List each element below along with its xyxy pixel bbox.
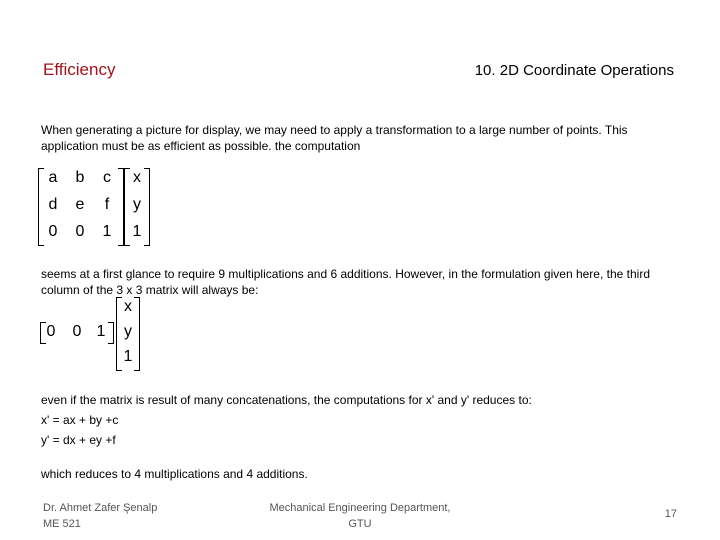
section-title: 10. 2D Coordinate Operations <box>474 62 674 79</box>
matrix-equation-2 <box>38 297 148 371</box>
department-line-2: GTU <box>348 518 372 530</box>
matrix-cell: d <box>48 196 58 213</box>
vector-cell: y <box>133 196 141 213</box>
vector-cell: y <box>124 323 132 340</box>
matrix-cell: a <box>48 169 58 186</box>
matrix-equation-1 <box>38 168 168 246</box>
row-cell: 0 <box>46 323 56 340</box>
course-code: ME 521 <box>43 518 81 530</box>
matrix-cell: b <box>75 169 85 186</box>
paragraph-intro: When generating a picture for display, we may need to apply a transformation to a large number of points. This application must be as efficient as possible. the computation <box>41 123 628 153</box>
matrix-cell: 0 <box>75 223 85 240</box>
row-cell: 1 <box>96 323 106 340</box>
matrix-cell: 0 <box>48 223 58 240</box>
page-number: 17 <box>664 508 677 520</box>
footer-author <box>43 500 157 532</box>
matrix-cell: c <box>103 169 111 186</box>
matrix-cell: e <box>75 196 85 213</box>
paragraph-reduction <box>41 392 681 448</box>
equation-y: y' = dx + ey +f <box>41 433 116 447</box>
row-cell: 0 <box>72 323 82 340</box>
vector-cell: 1 <box>132 223 142 240</box>
matrix-cell: 1 <box>102 223 112 240</box>
paragraph-third-column: seems at a first glance to require 9 multiplications and 6 additions. However, in the formulation given here, the third column of the 3 x 3 matrix will always be: <box>41 267 650 297</box>
vector-cell: 1 <box>123 348 133 365</box>
department-line-1: Mechanical Engineering Department, <box>269 502 451 514</box>
vector-cell: x <box>133 169 141 186</box>
slide-title: Efficiency <box>43 60 116 79</box>
matrix-cell: f <box>104 196 110 213</box>
author-name: Dr. Ahmet Zafer Şenalp <box>43 502 158 514</box>
reduction-text: even if the matrix is result of many concatenations, the computations for x' and y' reduces to: <box>41 393 532 407</box>
footer-department <box>260 500 460 532</box>
equation-x: x' = ax + by +c <box>41 413 119 427</box>
vector-cell: x <box>124 298 132 315</box>
paragraph-conclusion: which reduces to 4 multiplications and 4 additions. <box>41 467 308 481</box>
